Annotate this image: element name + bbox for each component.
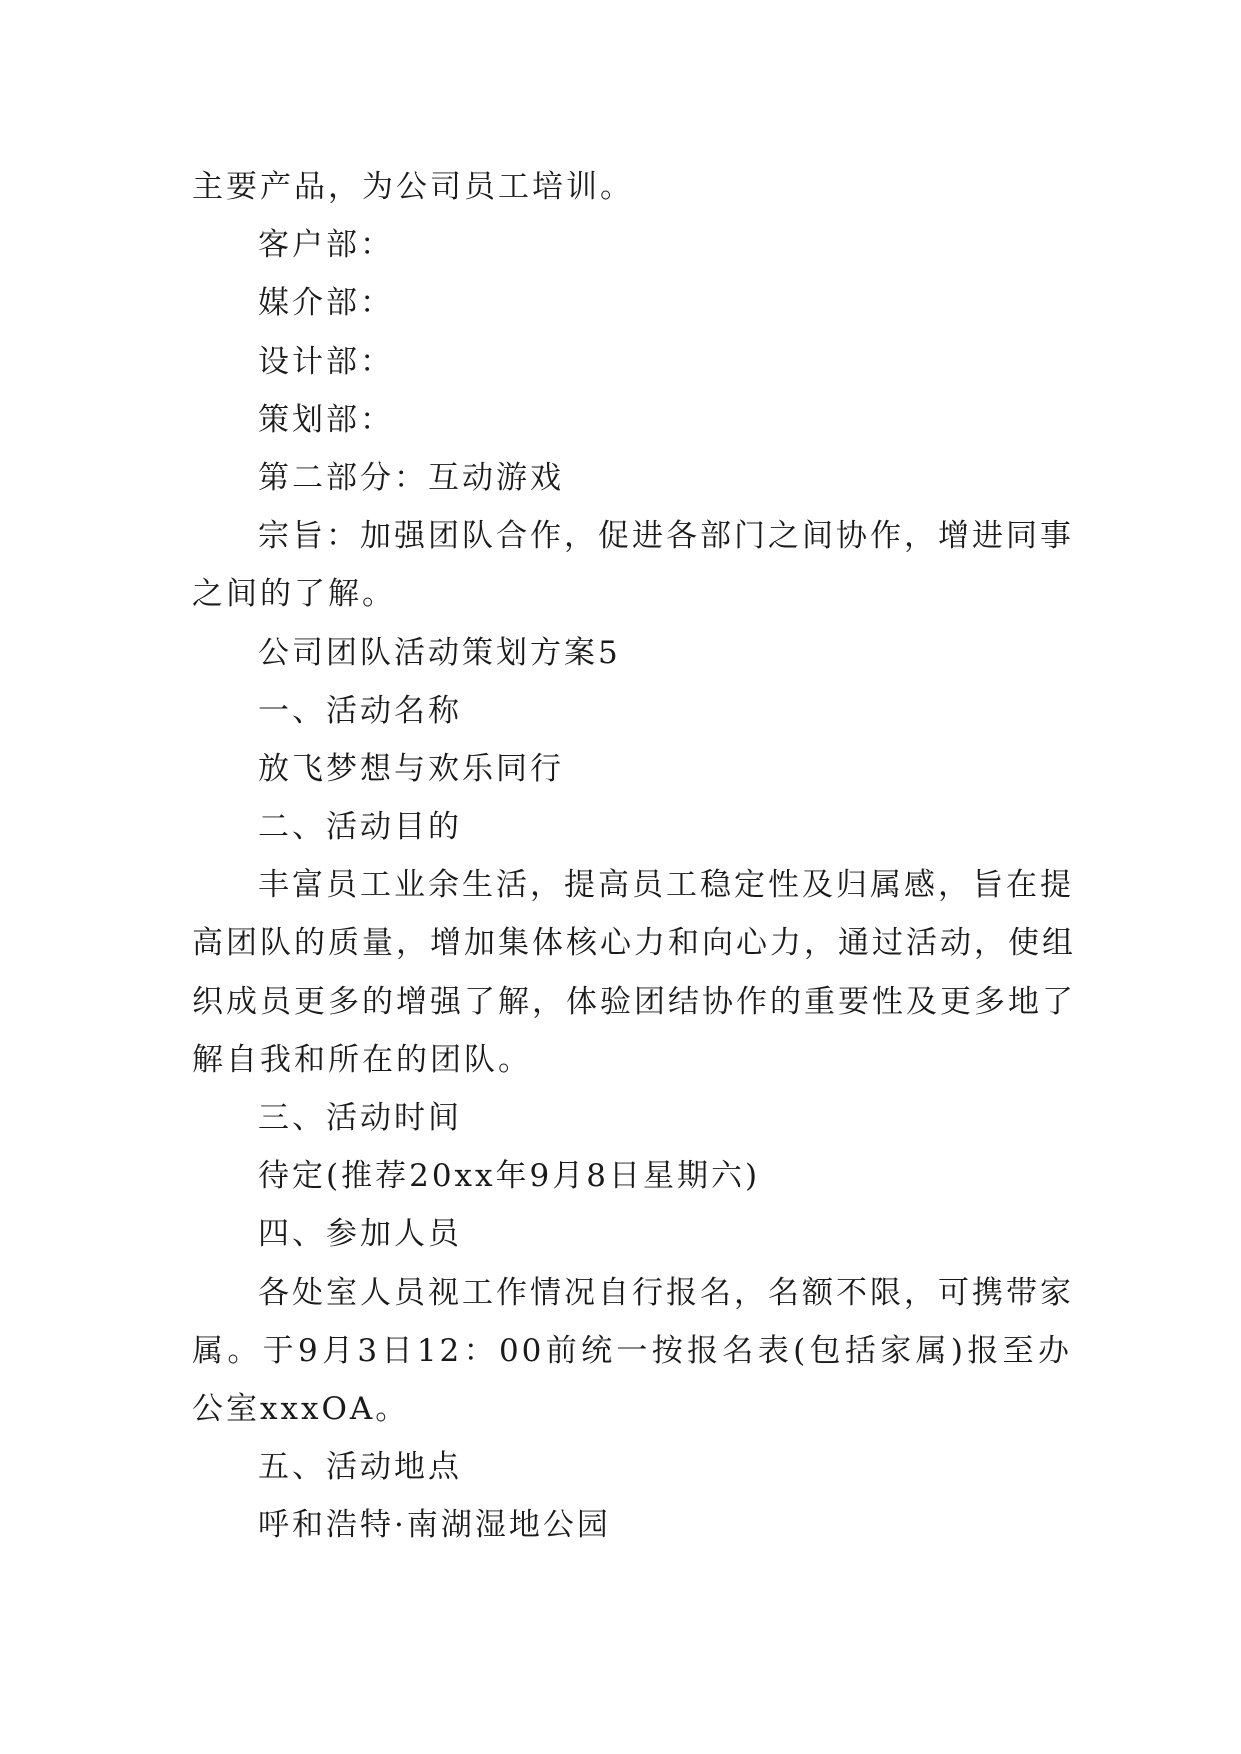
purpose-paragraph-line-2: 高团队的质量，增加集体核心力和向心力，通过活动，使组 (192, 925, 1076, 962)
purpose-paragraph-line-3: 织成员更多的增强了解，体验团结协作的重要性及更多地了 (192, 983, 1076, 1020)
purpose-paragraph-line-4: 解自我和所在的团队。 (192, 1041, 532, 1078)
activity-time-value: 待定(推荐20xx年9月8日星期六) (258, 1158, 761, 1195)
participants-line-2: 属。于9月3日12：00前统一按报名表(包括家属)报至办 (192, 1332, 1072, 1369)
participants-line-1: 各处室人员视工作情况自行报名，名额不限，可携带家 (258, 1274, 1074, 1311)
heading-participants: 四、参加人员 (258, 1216, 462, 1253)
paragraph-continuation-line: 主要产品，为公司员工培训。 (192, 169, 634, 205)
heading-activity-purpose: 二、活动目的 (258, 809, 462, 846)
document-body (192, 158, 1076, 1555)
heading-activity-name: 一、活动名称 (258, 692, 462, 729)
department-customer: 客户部： (258, 227, 394, 264)
section-heading-part-two: 第二部分：互动游戏 (258, 459, 564, 496)
purpose-line-2: 之间的了解。 (192, 576, 396, 613)
department-planning: 策划部： (258, 401, 394, 438)
purpose-line-1: 宗旨：加强团队合作，促进各部门之间协作，增进同事 (258, 518, 1074, 555)
plan-title: 公司团队活动策划方案5 (258, 634, 621, 671)
department-media: 媒介部： (258, 285, 394, 322)
purpose-paragraph-line-1: 丰富员工业余生活，提高员工稳定性及归属感，旨在提 (258, 867, 1074, 904)
activity-name-value: 放飞梦想与欢乐同行 (258, 750, 564, 787)
department-design: 设计部： (258, 343, 394, 380)
participants-line-3: 公室xxxOA。 (192, 1390, 410, 1427)
heading-activity-location: 五、活动地点 (258, 1449, 462, 1486)
activity-location-value: 呼和浩特·南湖湿地公园 (258, 1507, 611, 1544)
heading-activity-time: 三、活动时间 (258, 1100, 462, 1136)
